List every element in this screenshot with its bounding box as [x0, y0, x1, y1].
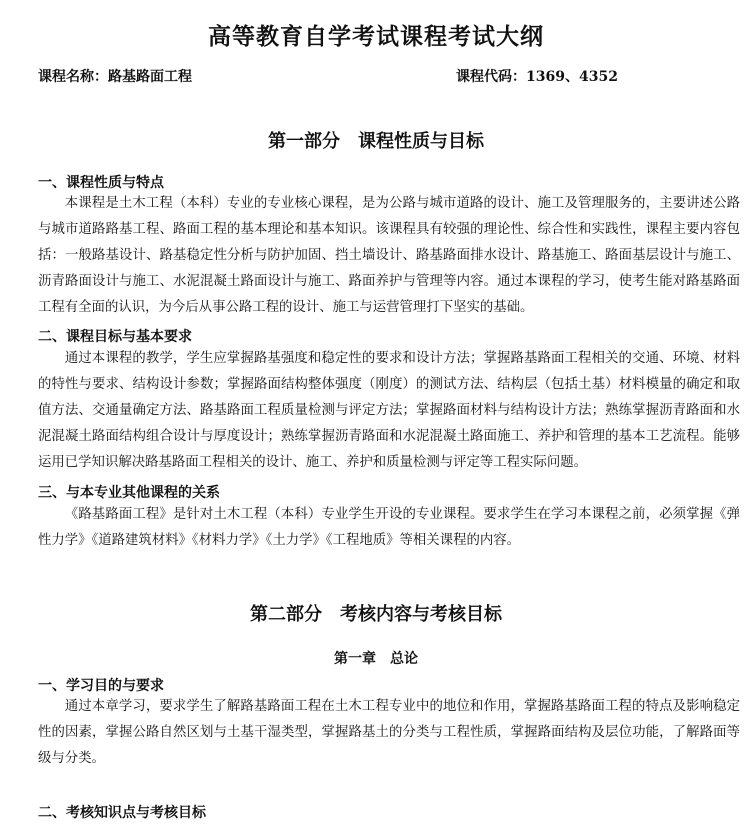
- course-code: 课程代码：1369、4352: [456, 69, 618, 85]
- part2-heading: 第二部分 考核内容与考核目标: [250, 604, 502, 625]
- document-title: 高等教育自学考试课程考试大纲: [208, 23, 544, 50]
- section-text-goals: 通过本课程的教学，学生应掌握路基强度和稳定性的要求和设计方法；掌握路基路面工程相关的交通、环境、材料的特性与要求、结构设计参数；掌握路面结构整体强度（刚度）的测试方法、结构层（包括土基）材料模量的确定和取值方法、交通量确定方法、路基路面工程质量检测与评定方法；掌握路面材料与结构设计方法；熟练掌握沥青路面和水泥混凝土路面结构组合设计与厚度设计；熟练掌握沥青路面和水泥混凝土路面施工、养护和管理的基本工艺流程。能够运用已学知识解决路基路面工程相关的设计、施工、养护和质量检测与评定等工程实际问题。: [38, 351, 740, 470]
- section-heading-relations: 三、与本专业其他课程的关系: [38, 485, 220, 501]
- section-heading-assessment: 二、考核知识点与考核目标: [38, 805, 206, 821]
- section-heading-goals: 二、课程目标与基本要求: [38, 329, 192, 345]
- section-heading-purpose: 一、学习目的与要求: [38, 678, 164, 694]
- part1-heading: 第一部分 课程性质与目标: [268, 131, 484, 152]
- section-heading-nature: 一、课程性质与特点: [38, 175, 164, 191]
- chapter-heading: 第一章 总论: [334, 651, 418, 667]
- course-name: 课程名称：路基路面工程: [38, 69, 192, 85]
- section-text-relations: 《路基路面工程》是针对土木工程（本科）专业学生开设的专业课程。要求学生在学习本课程之前，必须掌握《弹性力学》《道路建筑材料》《材料力学》《土力学》《工程地质》等相关课程的内容。: [38, 507, 740, 548]
- section-text-nature: 本课程是土木工程（本科）专业的专业核心课程，是为公路与城市道路的设计、施工及管理服务的，主要讲述公路与城市道路路基工程、路面工程的基本理论和基本知识。该课程具有较强的理论性、综合性和实践性，课程主要内容包括：一般路基设计、路基稳定性分析与防护加固、挡土墙设计、路基路面排水设计、路基施工、路面基层设计与施工、沥青路面设计与施工、水泥混凝土路面设计与施工、路面养护与管理等内容。通过本课程的学习，使考生能对路基路面工程有全面的认识，为今后从事公路工程的设计、施工与运营管理打下坚实的基础。: [38, 196, 740, 315]
- section-text-purpose: 通过本章学习，要求学生了解路基路面工程在土木工程专业中的地位和作用，掌握路基路面工程的特点及影响稳定性的因素，掌握公路自然区划与土基干湿类型，掌握路基土的分类与工程性质，掌握路面结构及层位功能，了解路面等级与分类。: [38, 699, 740, 766]
